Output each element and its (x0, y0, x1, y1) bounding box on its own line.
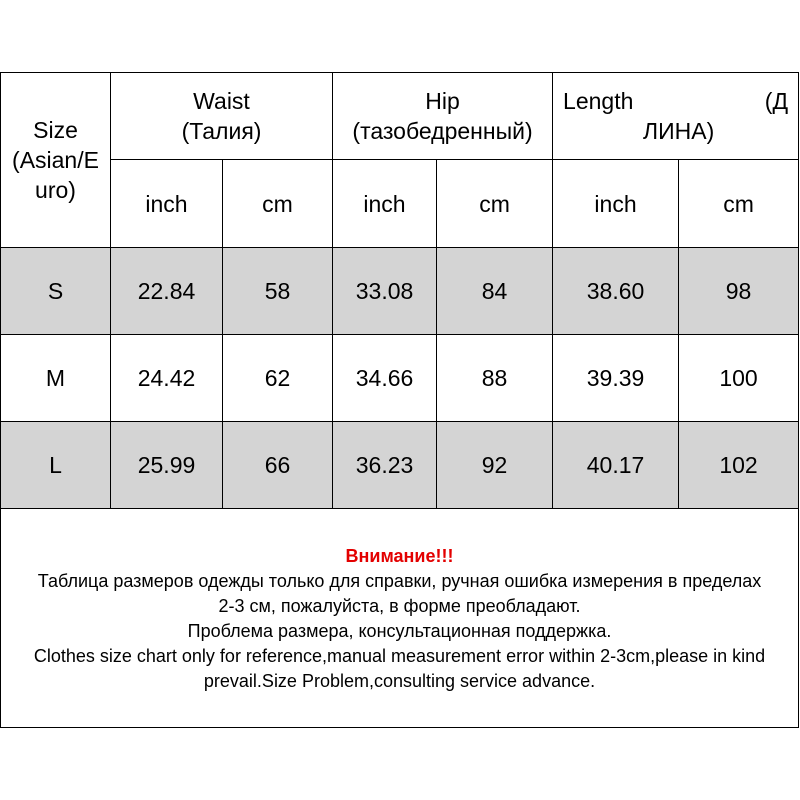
unit-cell: inch (553, 160, 679, 248)
note-line: 2-3 см, пожалуйста, в форме преобладают. (218, 595, 581, 616)
size-header-line: (Asian/E (12, 147, 99, 173)
hip-header-line: Hip (425, 88, 460, 114)
length-cm-cell: 102 (679, 422, 799, 509)
hip-cm-cell: 92 (437, 422, 553, 509)
note-line: Clothes size chart only for reference,manual measurement error within 2-3cm,please in kind (33, 645, 766, 666)
length-inch-cell: 40.17 (553, 422, 679, 509)
length-header-line (563, 86, 788, 116)
table-row (1, 335, 799, 422)
length-header-right: (Д (764, 88, 789, 114)
unit-cell: cm (679, 160, 799, 248)
header-row (1, 73, 799, 160)
size-cell: M (1, 335, 111, 422)
length-header-left: Length (563, 88, 634, 114)
hip-cm-cell: 84 (437, 248, 553, 335)
hip-inch-cell: 33.08 (333, 248, 437, 335)
waist-header (111, 73, 333, 160)
waist-header-line: Waist (193, 88, 250, 114)
note-line: Таблица размеров одежды только для справки, ручная ошибка измерения в пределах (37, 570, 762, 591)
unit-cell: cm (223, 160, 333, 248)
waist-cm-cell: 62 (223, 335, 333, 422)
size-header (1, 73, 111, 248)
length-cm-cell: 98 (679, 248, 799, 335)
hip-inch-cell: 36.23 (333, 422, 437, 509)
size-cell: L (1, 422, 111, 509)
size-cell: S (1, 248, 111, 335)
table-row (1, 422, 799, 509)
length-inch-cell: 39.39 (553, 335, 679, 422)
hip-cm-cell: 88 (437, 335, 553, 422)
table-row (1, 248, 799, 335)
size-header-line: Size (33, 117, 78, 143)
unit-cell: cm (437, 160, 553, 248)
length-header (553, 73, 799, 160)
hip-header-line: (тазобедренный) (352, 118, 533, 144)
size-chart-table (0, 72, 799, 728)
waist-inch-cell: 25.99 (111, 422, 223, 509)
size-header-line: uro) (35, 177, 76, 203)
length-header-second: ЛИНА) (643, 118, 715, 144)
note-title: Внимание!!! (345, 545, 454, 566)
waist-cm-cell: 66 (223, 422, 333, 509)
note-row (1, 509, 799, 728)
unit-row (1, 160, 799, 248)
hip-header (333, 73, 553, 160)
length-cm-cell: 100 (679, 335, 799, 422)
note-cell (1, 509, 799, 728)
unit-cell: inch (333, 160, 437, 248)
waist-header-line: (Талия) (181, 118, 262, 144)
note-line: Проблема размера, консультационная поддержка. (187, 620, 612, 641)
waist-inch-cell: 24.42 (111, 335, 223, 422)
unit-cell: inch (111, 160, 223, 248)
hip-inch-cell: 34.66 (333, 335, 437, 422)
note-line: prevail.Size Problem,consulting service advance. (203, 670, 596, 691)
length-inch-cell: 38.60 (553, 248, 679, 335)
waist-cm-cell: 58 (223, 248, 333, 335)
waist-inch-cell: 22.84 (111, 248, 223, 335)
